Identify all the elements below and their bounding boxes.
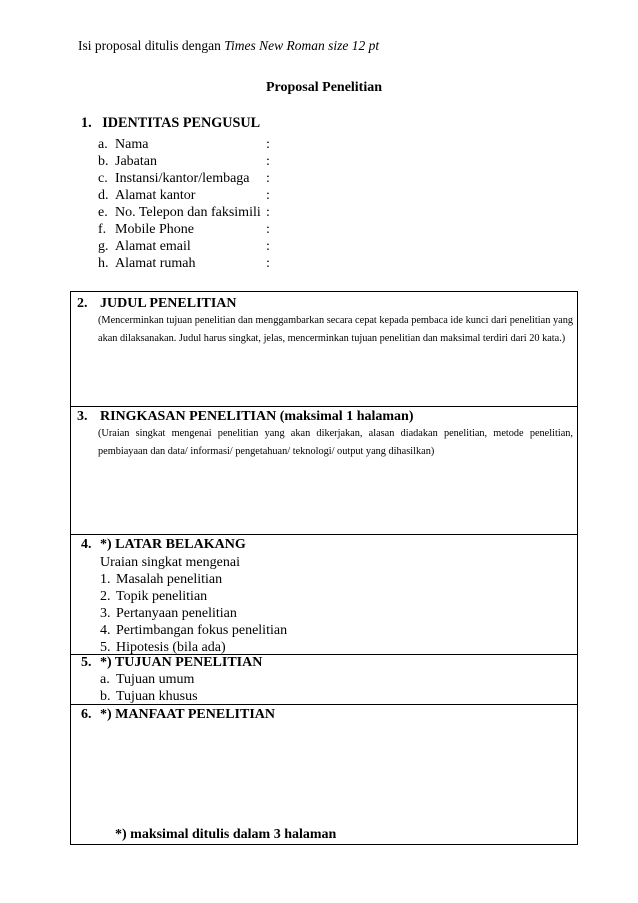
section-4-intro: Uraian singkat mengenai (100, 555, 240, 570)
identity-item (98, 136, 148, 153)
list-marker: b. (100, 689, 111, 704)
section-1-title: IDENTITAS PENGUSUL (102, 115, 261, 131)
list-marker: a. (100, 672, 110, 687)
section-5-number: 5. (81, 655, 92, 670)
section-6-number: 6. (81, 707, 92, 722)
identity-item (98, 153, 157, 170)
identity-item (98, 187, 195, 204)
section-5-item (100, 688, 198, 705)
section-4-box (70, 534, 578, 655)
identity-label: Instansi/kantor/lembaga (115, 171, 250, 186)
section-5-box (70, 654, 578, 705)
section-6-title: *) MANFAAT PENELITIAN (100, 707, 276, 722)
section-1-number: 1. (81, 115, 92, 131)
list-marker: 2. (100, 589, 111, 604)
list-marker: 4. (100, 623, 111, 638)
section-5-title: *) TUJUAN PENELITIAN (100, 655, 263, 670)
identity-label: Alamat kantor (115, 188, 196, 203)
footnote: *) maksimal ditulis dalam 3 halaman (115, 827, 337, 842)
section-4-title: *) LATAR BELAKANG (100, 537, 246, 552)
identity-marker: b. (98, 154, 109, 169)
section-4-item (100, 588, 207, 605)
identity-colon: : (266, 137, 270, 152)
identity-colon: : (266, 222, 270, 237)
section-3-box (70, 406, 578, 535)
page-title: Proposal Penelitian (266, 80, 383, 95)
section-5-item (100, 671, 194, 688)
list-marker: 5. (100, 640, 111, 655)
section-2-number: 2. (77, 296, 88, 311)
identity-label: Nama (115, 137, 149, 152)
list-label: Pertanyaan penelitian (116, 606, 237, 621)
identity-marker: g. (98, 239, 109, 254)
identity-item (98, 238, 191, 255)
list-marker: 3. (100, 606, 111, 621)
header-note-font: Times New Roman size 12 pt (224, 38, 380, 53)
identity-marker: c. (98, 171, 108, 186)
identity-colon: : (266, 188, 270, 203)
identity-label: Mobile Phone (115, 222, 194, 237)
identity-colon: : (266, 205, 270, 220)
list-label: Tujuan khusus (116, 689, 198, 704)
identity-colon: : (266, 154, 270, 169)
section-2-description: (Mencerminkan tujuan penelitian dan menggambarkan secara cepat kepada pembaca ide kunci dari penelitian yang akan dilaksanakan. Judul harus singkat, jelas, mencerminkan tujuan penelitian dan maksimal terdiri dari 20 kata.) (98, 315, 573, 344)
section-3-description: (Uraian singkat mengenai penelitian yang akan dikerjakan, alasan diadakan penelitian, metode penelitian, pembiayaan dan data/ informasi/ pengetahuan/ teknologi/ output yang dihasilkan) (98, 428, 573, 457)
identity-colon: : (266, 171, 270, 186)
list-marker: 1. (100, 572, 111, 587)
header-note (78, 38, 379, 54)
header-note-text: Isi proposal ditulis dengan (78, 38, 225, 53)
identity-label: Jabatan (115, 154, 157, 169)
identity-marker: h. (98, 256, 109, 271)
section-4-item (100, 571, 222, 588)
identity-item (98, 170, 250, 187)
section-4-item (100, 622, 287, 639)
section-2-box (70, 291, 578, 407)
identity-label: No. Telepon dan faksimili (115, 205, 261, 220)
list-label: Tujuan umum (116, 672, 195, 687)
identity-marker: e. (98, 205, 108, 220)
section-3-title: RINGKASAN PENELITIAN (maksimal 1 halaman) (100, 409, 414, 424)
section-4-item (100, 605, 237, 622)
identity-item (98, 221, 194, 238)
list-label: Topik penelitian (116, 589, 208, 604)
section-4-number: 4. (81, 537, 92, 552)
identity-marker: d. (98, 188, 109, 203)
identity-item (98, 204, 261, 221)
section-1-heading (81, 115, 260, 132)
identity-marker: a. (98, 137, 108, 152)
section-6-box (70, 704, 578, 845)
identity-label: Alamat email (115, 239, 191, 254)
identity-label: Alamat rumah (115, 256, 196, 271)
identity-colon: : (266, 239, 270, 254)
section-2-title: JUDUL PENELITIAN (100, 296, 237, 311)
section-3-number: 3. (77, 409, 88, 424)
list-label: Hipotesis (bila ada) (116, 640, 226, 655)
identity-colon: : (266, 256, 270, 271)
identity-marker: f. (98, 222, 107, 237)
identity-item (98, 255, 195, 272)
list-label: Masalah penelitian (116, 572, 223, 587)
list-label: Pertimbangan fokus penelitian (116, 623, 288, 638)
